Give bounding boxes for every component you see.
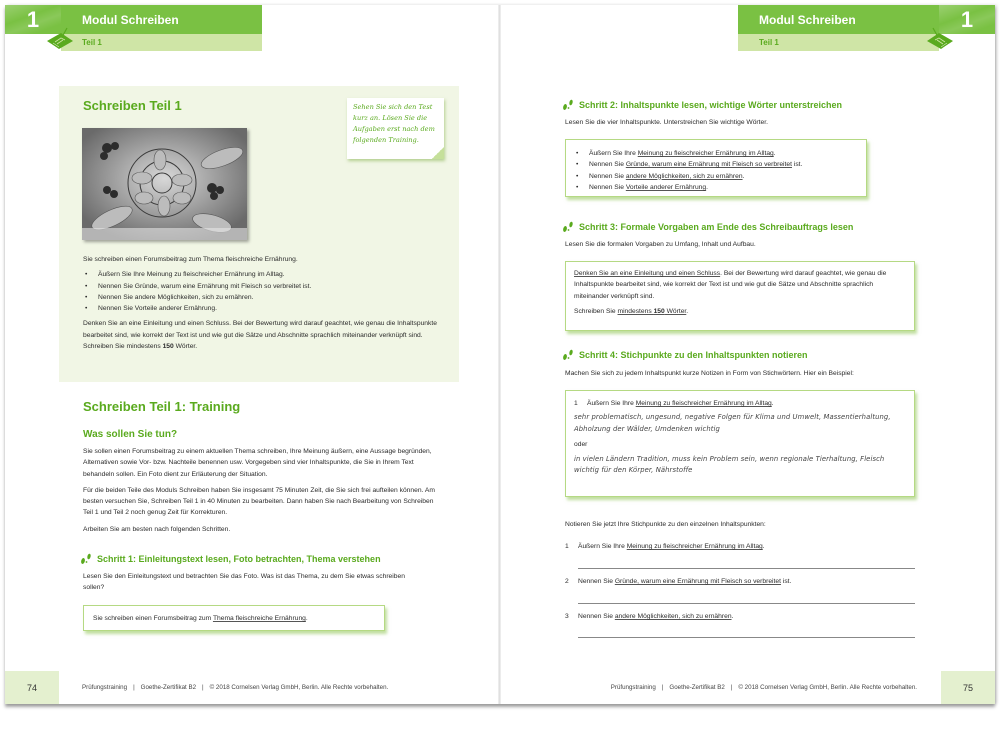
page-footer: Prüfungstraining | Goethe-Zertifikat B2 | © 2018 Cornelsen Verlag GmbH, Berlin. Alle Rechte vorbehalten. [82, 684, 389, 691]
task-bullets [83, 269, 453, 314]
step-4-desc: Machen Sie sich zu jedem Inhaltspunkt kurze Notizen in Form von Stichwörtern. Hier ein Beispiel: [565, 370, 854, 377]
step-2-bullet: • Nennen Sie Gründe, warum eine Ernährung mit Fleisch so verbreitet ist. [574, 159, 858, 170]
handwritten-note: in vielen Ländern Tradition, muss kein Problem sein, wenn regionale Tierhaltung, Fleisch wichtig für den Körper, Nährstoffe [574, 455, 885, 475]
step-3-answer-box [565, 261, 915, 331]
right-page [501, 5, 995, 704]
task-bullet: • Nennen Sie Vorteile anderer Ernährung. [83, 303, 453, 314]
page-number: 74 [5, 671, 59, 704]
exercise-instruction: Notieren Sie jetzt Ihre Stichpunkte zu den einzelnen Inhaltspunkten: [565, 521, 766, 528]
task-bullet: • Nennen Sie Gründe, warum eine Ernährung mit Fleisch so verbreitet ist. [83, 281, 453, 292]
handwritten-note: sehr problematisch, ungesund, negative Folgen für Klima und Umwelt, Massentierhaltung, Abholzung der Wälder, Umdenken wichtig [574, 413, 891, 433]
module-title: Modul Schreiben [738, 5, 939, 34]
page-number: 75 [941, 671, 995, 704]
step-2-bullets [574, 148, 858, 193]
task-title: Schreiben Teil 1 [83, 98, 182, 113]
footsteps-icon [561, 99, 575, 111]
step-1-desc: Lesen Sie den Einleitungstext und betrachten Sie das Foto. Was ist das Thema, zu dem Sie etwas schreiben sollen? [83, 573, 405, 592]
footsteps-icon [561, 221, 575, 233]
step-3-heading [561, 221, 853, 233]
writing-hand-icon [925, 27, 955, 51]
exercise-item: 2 Nennen Sie Gründe, warum eine Ernährung mit Fleisch so verbreitet ist. [565, 578, 792, 585]
footsteps-icon [561, 349, 575, 361]
step-1-heading [79, 553, 381, 565]
answer-line-3[interactable] [578, 637, 915, 638]
module-part: Teil 1 [61, 34, 262, 51]
sticky-note: Sehen Sie sich den Test kurz an. Lösen Sie die Aufgaben erst nach dem folgenden Training. [347, 98, 444, 159]
exercise-item: 1 Äußern Sie Ihre Meinung zu fleischreicher Ernährung im Alltag. [565, 543, 765, 550]
step-2-heading [561, 99, 842, 111]
training-text [83, 446, 443, 540]
step-2-bullet: • Nennen Sie Vorteile anderer Ernährung. [574, 182, 858, 193]
page-footer: Prüfungstraining | Goethe-Zertifikat B2 | © 2018 Cornelsen Verlag GmbH, Berlin. Alle Rechte vorbehalten. [610, 684, 917, 691]
answer-line-2[interactable] [578, 603, 915, 604]
training-question: Was sollen Sie tun? [83, 429, 178, 440]
writing-hand-icon [45, 27, 75, 51]
step-2-desc: Lesen Sie die vier Inhaltspunkte. Unterstreichen Sie wichtige Wörter. [565, 119, 768, 126]
exercise-item: 3 Nennen Sie andere Möglichkeiten, sich zu ernähren. [565, 613, 734, 620]
step-2-answer-box [565, 139, 867, 197]
book-spread [5, 5, 995, 704]
step-1-answer-box: Sie schreiben einen Forumsbeitrag zum Thema fleischreiche Ernährung. [83, 605, 385, 631]
training-paragraph: Arbeiten Sie am besten nach folgenden Schritten. [83, 525, 231, 533]
step-4-heading [561, 349, 808, 361]
task-text [83, 254, 453, 352]
step-4-example-box [565, 390, 915, 497]
step-3-title: Schritt 3: Formale Vorgaben am Ende des Schreibauftrags lesen [579, 222, 854, 232]
task-bullet: • Äußern Sie Ihre Meinung zu fleischreicher Ernährung im Alltag. [83, 269, 453, 280]
step-3-desc: Lesen Sie die formalen Vorgaben zu Umfang, Inhalt und Aufbau. [565, 241, 756, 248]
task-closing: Denken Sie an eine Einleitung und einen Schluss. Bei der Bewertung wird darauf geachtet, wie genau die Inhaltspunkte bearbeitet sind, wie korrekt der Text ist und wie gut die Sätze und Abschnitte sprachlich miteinander verknüpft sind. [83, 320, 437, 339]
module-part: Teil 1 [738, 34, 939, 51]
task-word-count: Schreiben Sie mindestens 150 Wörter. [83, 343, 198, 351]
task-bullet: • Nennen Sie andere Möglichkeiten, sich zu ernähren. [83, 292, 453, 303]
module-number-badge: 1 [939, 5, 995, 34]
food-platter-image [82, 128, 247, 240]
step-3-word-count: Schreiben Sie mindestens 150 Wörter. [574, 307, 689, 315]
left-page [5, 5, 499, 704]
step-2-bullet: • Nennen Sie andere Möglichkeiten, sich zu ernähren. [574, 171, 858, 182]
step-4-example-item: 1 Äußern Sie Ihre Meinung zu fleischreicher Ernährung im Alltag. [574, 400, 774, 407]
step-4-title: Schritt 4: Stichpunkte zu den Inhaltspunkten notieren [579, 350, 808, 360]
answer-line-1[interactable] [578, 568, 915, 569]
step-4-or: oder [574, 440, 588, 448]
footsteps-icon [79, 553, 93, 565]
training-paragraph: Für die beiden Teile des Moduls Schreiben haben Sie insgesamt 75 Minuten Zeit, die Sie sich frei aufteilen können. Am besten versuchen Sie, Schreiben Teil 1 in 40 Minuten zu bearbeiten. Dann haben Sie nach Bearbeitung von Schreiben Teil 1 und Teil 2 noch genug Zeit für Korrekturen. [83, 486, 435, 517]
step-2-bullet: • Äußern Sie Ihre Meinung zu fleischreicher Ernährung im Alltag. [574, 148, 858, 159]
module-title: Modul Schreiben [61, 5, 262, 34]
training-title: Schreiben Teil 1: Training [83, 399, 241, 414]
step-2-title: Schritt 2: Inhaltspunkte lesen, wichtige Wörter unterstreichen [579, 100, 843, 110]
module-number-badge: 1 [5, 5, 61, 34]
task-box [59, 86, 459, 382]
task-photo [82, 128, 247, 240]
step-3-requirements: Denken Sie an eine Einleitung und einen Schluss. Bei der Bewertung wird darauf geachtet, wie genau die Inhaltspunkte bearbeitet sind, wie korrekt der Text ist und wie gut die Sätze und Abschnitte sprachlich miteinander verknüpft sind. [574, 270, 887, 300]
task-lead: Sie schreiben einen Forumsbeitrag zum Thema fleischreiche Ernährung. [83, 256, 298, 263]
step-1-title: Schritt 1: Einleitungstext lesen, Foto betrachten, Thema verstehen [97, 554, 381, 564]
training-paragraph: Sie sollen einen Forumsbeitrag zu einem aktuellen Thema schreiben, Ihre Meinung äußern, eine Aussage begründen, Alternativen sowie Vor- bzw. Nachteile benennen usw. Vorgegeben sind vier Inhaltspunkte, die Sie in Ihrem Text behandeln sollen. Ein Foto dient zur Erläuterung der Situation. [83, 448, 432, 478]
